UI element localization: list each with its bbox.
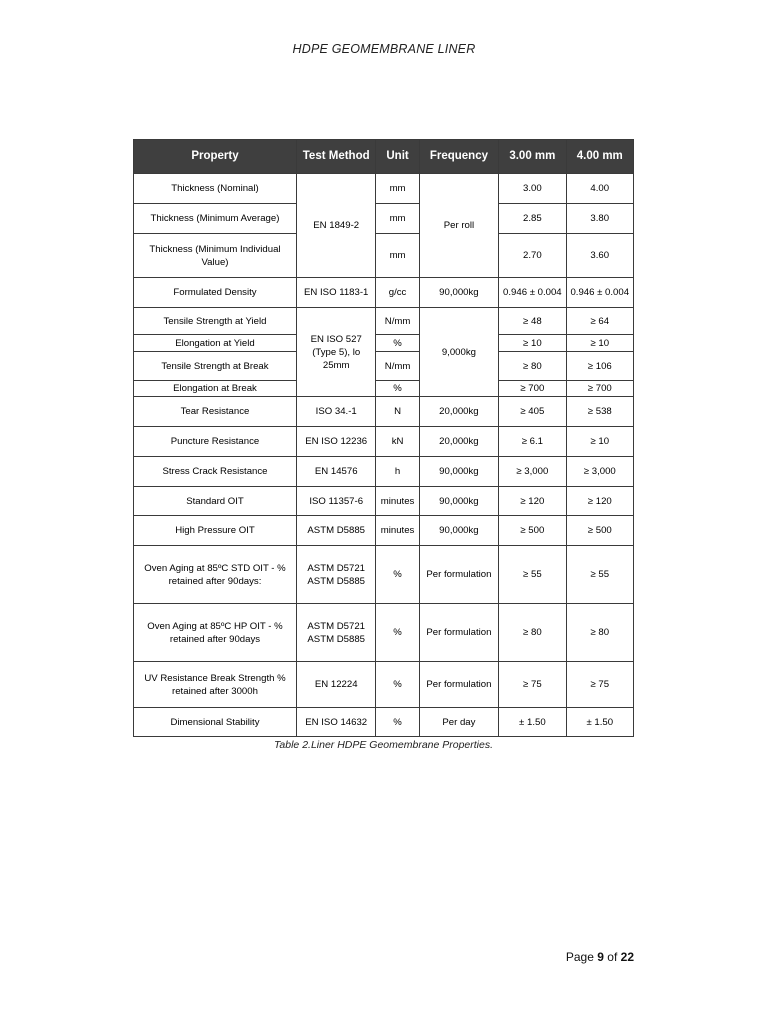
- cell-property: Tear Resistance: [134, 397, 297, 427]
- cell-unit: g/cc: [376, 278, 419, 308]
- cell-property: Oven Aging at 85ºC STD OIT - % retained after 90days:: [134, 546, 297, 604]
- cell-frequency: Per roll: [419, 174, 498, 278]
- cell-value-4mm: ≥ 10: [566, 335, 633, 352]
- header-unit: Unit: [376, 140, 419, 174]
- cell-value-4mm: 0.946 ± 0.004: [566, 278, 633, 308]
- table-row: [134, 174, 634, 204]
- cell-value-3mm: 0.946 ± 0.004: [499, 278, 566, 308]
- cell-method: EN 1849-2: [296, 174, 375, 278]
- page-number: [566, 950, 634, 964]
- cell-value-3mm: ≥ 10: [499, 335, 566, 352]
- cell-property: High Pressure OIT: [134, 516, 297, 546]
- cell-value-3mm: ≥ 80: [499, 604, 566, 662]
- cell-value-3mm: ≥ 405: [499, 397, 566, 427]
- cell-value-3mm: 3.00: [499, 174, 566, 204]
- cell-value-4mm: ≥ 10: [566, 427, 633, 457]
- cell-value-3mm: ≥ 6.1: [499, 427, 566, 457]
- cell-frequency: Per formulation: [419, 546, 498, 604]
- table-row: [134, 662, 634, 708]
- cell-method: EN ISO 14632: [296, 708, 375, 737]
- cell-frequency: Per day: [419, 708, 498, 737]
- table-row: [134, 427, 634, 457]
- cell-value-3mm: ≥ 75: [499, 662, 566, 708]
- table-row: [134, 234, 634, 278]
- cell-property: Tensile Strength at Yield: [134, 308, 297, 335]
- cell-value-4mm: 4.00: [566, 174, 633, 204]
- table-row: [134, 546, 634, 604]
- cell-method: EN ISO 1183-1: [296, 278, 375, 308]
- cell-value-3mm: ≥ 500: [499, 516, 566, 546]
- cell-property: Stress Crack Resistance: [134, 457, 297, 487]
- cell-unit: mm: [376, 234, 419, 278]
- table-row: [134, 604, 634, 662]
- cell-method: EN ISO 12236: [296, 427, 375, 457]
- cell-value-4mm: ≥ 55: [566, 546, 633, 604]
- cell-method: EN 12224: [296, 662, 375, 708]
- table-row: [134, 487, 634, 516]
- cell-unit: %: [376, 335, 419, 352]
- cell-property: Standard OIT: [134, 487, 297, 516]
- header-4mm: 4.00 mm: [566, 140, 633, 174]
- cell-value-4mm: ≥ 75: [566, 662, 633, 708]
- cell-frequency: Per formulation: [419, 604, 498, 662]
- cell-frequency: Per formulation: [419, 662, 498, 708]
- cell-value-3mm: ≥ 55: [499, 546, 566, 604]
- cell-method: ASTM D5885: [296, 516, 375, 546]
- cell-property: Thickness (Minimum Average): [134, 204, 297, 234]
- table-header-row: [134, 140, 634, 174]
- cell-property: Tensile Strength at Break: [134, 352, 297, 381]
- cell-value-4mm: 3.80: [566, 204, 633, 234]
- cell-unit: N/mm: [376, 352, 419, 381]
- cell-value-4mm: ≥ 106: [566, 352, 633, 381]
- cell-frequency: 20,000kg: [419, 427, 498, 457]
- cell-value-4mm: ± 1.50: [566, 708, 633, 737]
- table-row: [134, 352, 634, 381]
- cell-frequency: 90,000kg: [419, 516, 498, 546]
- cell-frequency: 90,000kg: [419, 487, 498, 516]
- cell-value-3mm: ± 1.50: [499, 708, 566, 737]
- cell-unit: kN: [376, 427, 419, 457]
- cell-unit: minutes: [376, 516, 419, 546]
- page-header-title: HDPE GEOMEMBRANE LINER: [292, 42, 476, 56]
- cell-unit: mm: [376, 204, 419, 234]
- header-3mm: 3.00 mm: [499, 140, 566, 174]
- cell-frequency: 90,000kg: [419, 457, 498, 487]
- cell-method: ISO 11357-6: [296, 487, 375, 516]
- properties-table: [133, 139, 634, 737]
- cell-value-4mm: ≥ 64: [566, 308, 633, 335]
- table-row: [134, 204, 634, 234]
- cell-value-4mm: ≥ 120: [566, 487, 633, 516]
- cell-method: ISO 34.-1: [296, 397, 375, 427]
- table-row: [134, 308, 634, 335]
- cell-method: ASTM D5721 ASTM D5885: [296, 546, 375, 604]
- cell-frequency: 9,000kg: [419, 308, 498, 397]
- cell-unit: %: [376, 708, 419, 737]
- table-row: [134, 708, 634, 737]
- cell-value-4mm: ≥ 80: [566, 604, 633, 662]
- table-row: [134, 381, 634, 397]
- cell-unit: mm: [376, 174, 419, 204]
- table-caption: Table 2.Liner HDPE Geomembrane Properties.: [273, 739, 494, 751]
- page-current: 9: [597, 950, 604, 964]
- cell-unit: %: [376, 662, 419, 708]
- cell-value-4mm: ≥ 700: [566, 381, 633, 397]
- cell-unit: minutes: [376, 487, 419, 516]
- cell-value-3mm: ≥ 80: [499, 352, 566, 381]
- cell-method: EN ISO 527 (Type 5), lo 25mm: [296, 308, 375, 397]
- page-total: 22: [620, 950, 634, 964]
- cell-property: Elongation at Break: [134, 381, 297, 397]
- table-row: [134, 397, 634, 427]
- cell-value-3mm: 2.70: [499, 234, 566, 278]
- cell-value-3mm: ≥ 120: [499, 487, 566, 516]
- cell-method: ASTM D5721 ASTM D5885: [296, 604, 375, 662]
- cell-value-4mm: 3.60: [566, 234, 633, 278]
- table-row: [134, 457, 634, 487]
- table-row: [134, 516, 634, 546]
- cell-property: Dimensional Stability: [134, 708, 297, 737]
- cell-unit: N: [376, 397, 419, 427]
- cell-property: Puncture Resistance: [134, 427, 297, 457]
- cell-value-3mm: ≥ 48: [499, 308, 566, 335]
- cell-unit: %: [376, 546, 419, 604]
- header-property: Property: [134, 140, 297, 174]
- header-frequency: Frequency: [419, 140, 498, 174]
- cell-frequency: 20,000kg: [419, 397, 498, 427]
- cell-value-4mm: ≥ 500: [566, 516, 633, 546]
- cell-frequency: 90,000kg: [419, 278, 498, 308]
- cell-unit: N/mm: [376, 308, 419, 335]
- cell-value-3mm: ≥ 700: [499, 381, 566, 397]
- cell-value-3mm: 2.85: [499, 204, 566, 234]
- header-test-method: Test Method: [296, 140, 375, 174]
- cell-unit: %: [376, 604, 419, 662]
- table-row: [134, 335, 634, 352]
- cell-property: Thickness (Minimum Individual Value): [134, 234, 297, 278]
- cell-unit: h: [376, 457, 419, 487]
- table-row: [134, 278, 634, 308]
- cell-property: UV Resistance Break Strength % retained after 3000h: [134, 662, 297, 708]
- cell-method: EN 14576: [296, 457, 375, 487]
- cell-property: Oven Aging at 85ºC HP OIT - % retained after 90days: [134, 604, 297, 662]
- cell-property: Elongation at Yield: [134, 335, 297, 352]
- cell-value-4mm: ≥ 538: [566, 397, 633, 427]
- cell-value-3mm: ≥ 3,000: [499, 457, 566, 487]
- page-label: Page: [565, 950, 594, 964]
- page-of-label: of: [607, 950, 618, 964]
- cell-property: Formulated Density: [134, 278, 297, 308]
- cell-value-4mm: ≥ 3,000: [566, 457, 633, 487]
- cell-property: Thickness (Nominal): [134, 174, 297, 204]
- cell-unit: %: [376, 381, 419, 397]
